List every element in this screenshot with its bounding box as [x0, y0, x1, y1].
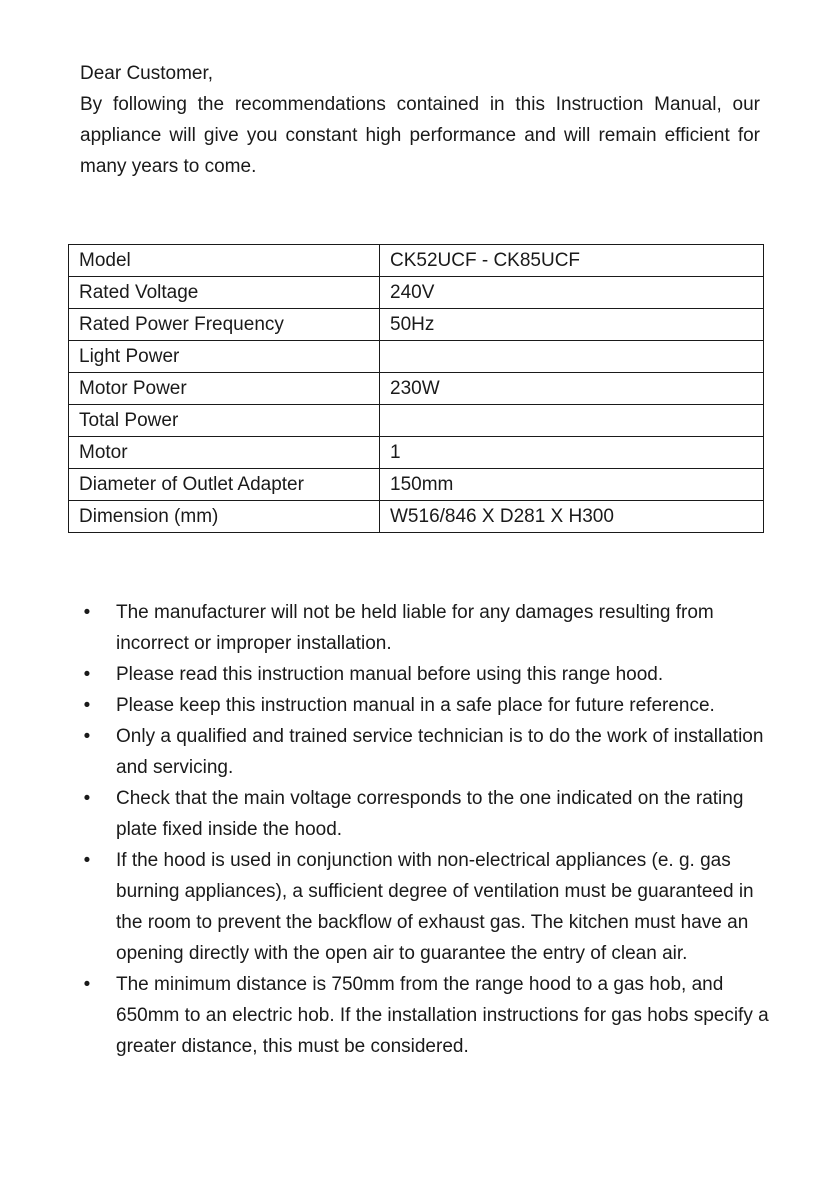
note-text: Only a qualified and trained service technician is to do the work of installation and servicing. [116, 726, 764, 778]
spec-value: CK52UCF - CK85UCF [380, 245, 764, 277]
table-row [69, 341, 764, 373]
greeting: Dear Customer, [80, 63, 214, 84]
table-row [69, 405, 764, 437]
intro-paragraph: By following the recommendations contained in this Instruction Manual, our appliance will give you constant high performance and will remain efficient for many years to come. [80, 94, 760, 177]
table-row [69, 309, 764, 341]
spec-label: Motor Power [69, 373, 380, 405]
spec-value: W516/846 X D281 X H300 [380, 501, 764, 533]
bullet-icon: • [83, 726, 91, 747]
list-item [80, 659, 770, 690]
spec-label: Total Power [69, 405, 380, 437]
table-row [69, 277, 764, 309]
spec-value: 230W [380, 373, 764, 405]
spec-value [380, 405, 764, 437]
spec-label: Model [69, 245, 380, 277]
bullet-icon: • [83, 664, 91, 685]
bullet-icon: • [83, 695, 91, 716]
bullet-icon: • [83, 788, 91, 809]
note-text: The manufacturer will not be held liable for any damages resulting from incorrect or improper installation. [116, 602, 714, 654]
list-item [80, 783, 770, 845]
spec-label: Diameter of Outlet Adapter [69, 469, 380, 501]
spec-value: 50Hz [380, 309, 764, 341]
note-text: If the hood is used in conjunction with non-electrical appliances (e. g. gas burning appliances), a sufficient degree of ventilation must be guaranteed in the room to prevent the backflow of exhaust gas. The kitchen must have an opening directly with the open air to guarantee the entry of clean air. [116, 850, 754, 964]
spec-label: Dimension (mm) [69, 501, 380, 533]
bullet-icon: • [83, 974, 91, 995]
note-text: Please keep this instruction manual in a safe place for future reference. [116, 695, 715, 716]
spec-label: Rated Voltage [69, 277, 380, 309]
spec-value: 1 [380, 437, 764, 469]
bullet-icon: • [83, 850, 91, 871]
list-item [80, 597, 770, 659]
specification-table [68, 244, 764, 533]
list-item [80, 721, 770, 783]
note-text: Check that the main voltage corresponds to the one indicated on the rating plate fixed inside the hood. [116, 788, 744, 840]
spec-label: Motor [69, 437, 380, 469]
spec-label: Light Power [69, 341, 380, 373]
table-row [69, 469, 764, 501]
list-item [80, 969, 770, 1062]
intro-section [80, 58, 760, 182]
table-row [69, 501, 764, 533]
spec-label: Rated Power Frequency [69, 309, 380, 341]
safety-notes-list [80, 597, 770, 1062]
spec-value [380, 341, 764, 373]
spec-value: 240V [380, 277, 764, 309]
spec-value: 150mm [380, 469, 764, 501]
bullet-icon: • [83, 602, 91, 623]
table-row [69, 373, 764, 405]
table-row [69, 245, 764, 277]
table-row [69, 437, 764, 469]
note-text: Please read this instruction manual before using this range hood. [116, 664, 664, 685]
list-item [80, 845, 770, 969]
note-text: The minimum distance is 750mm from the range hood to a gas hob, and 650mm to an electric hob. If the installation instructions for gas hobs specify a greater distance, this must be considered. [116, 974, 769, 1057]
list-item [80, 690, 770, 721]
